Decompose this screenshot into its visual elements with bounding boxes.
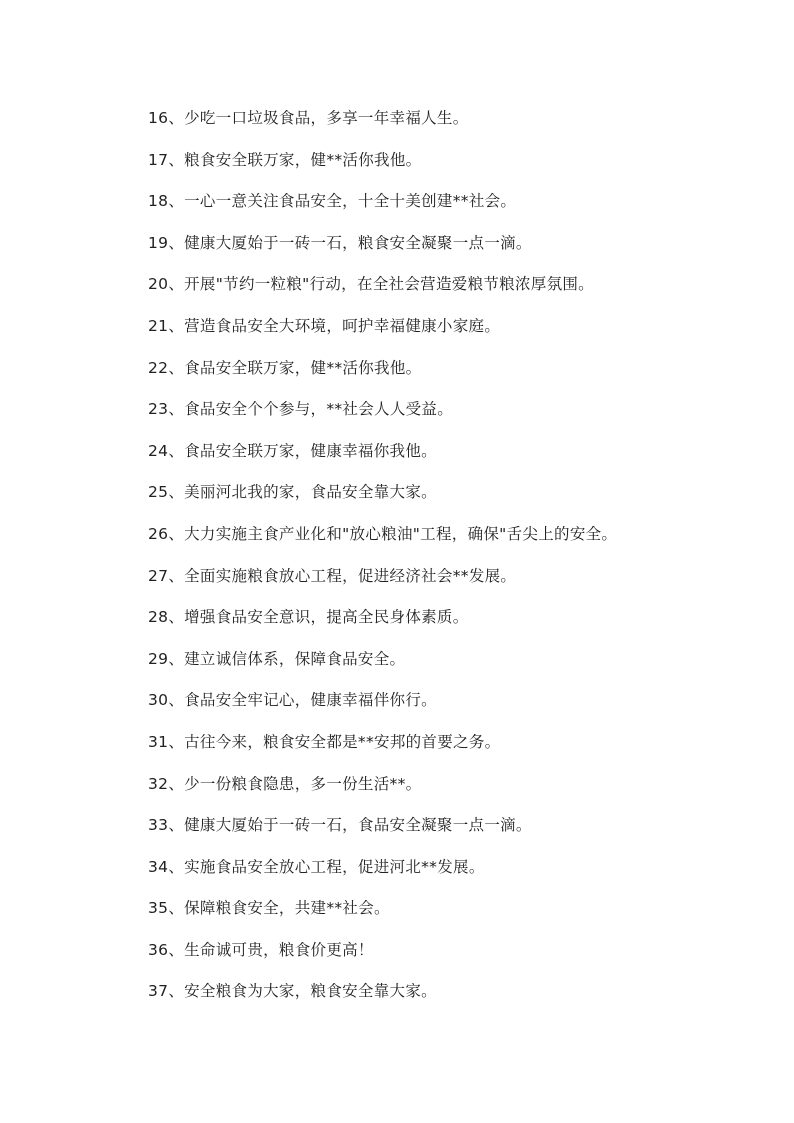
slogan-item: 19、健康大厦始于一砖一石，粮食安全凝聚一点一滴。 — [148, 233, 532, 252]
slogan-item: 18、一心一意关注食品安全，十全十美创建**社会。 — [148, 192, 517, 211]
slogan-item: 33、健康大厦始于一砖一石，食品安全凝聚一点一滴。 — [148, 816, 532, 835]
slogan-item: 28、增强食品安全意识，提高全民身体素质。 — [148, 608, 469, 627]
slogan-item: 32、少一份粮食隐患，多一份生活**。 — [148, 774, 422, 793]
slogan-item: 20、开展"节约一粒粮"行动，在全社会营造爱粮节粮浓厚氛围。 — [148, 275, 594, 294]
slogan-item: 16、少吃一口垃圾食品，多享一年幸福人生。 — [148, 109, 469, 127]
slogan-item: 30、食品安全牢记心，健康幸福伴你行。 — [148, 691, 437, 710]
slogan-item: 22、食品安全联万家，健**活你我他。 — [148, 358, 422, 377]
slogan-item: 26、大力实施主食产业化和"放心粮油"工程，确保"舌尖上的安全。 — [148, 524, 618, 543]
slogan-item: 27、全面实施粮食放心工程，促进经济社会**发展。 — [148, 566, 517, 585]
slogan-item: 17、粮食安全联万家，健**活你我他。 — [148, 150, 422, 169]
slogan-list — [148, 104, 617, 1019]
slogan-item: 23、食品安全个个参与，**社会人人受益。 — [148, 400, 454, 419]
slogan-item: 37、安全粮食为大家，粮食安全靠大家。 — [148, 982, 437, 1001]
slogan-item: 35、保障粮食安全，共建**社会。 — [148, 899, 390, 918]
slogan-item: 21、营造食品安全大环境，呵护幸福健康小家庭。 — [148, 316, 501, 335]
slogan-item: 29、建立诚信体系，保障食品安全。 — [148, 649, 406, 668]
slogan-item: 36、生命诚可贵，粮食价更高！ — [148, 940, 374, 959]
slogan-item: 31、古往今来，粮食安全都是**安邦的首要之务。 — [148, 732, 501, 751]
slogan-item: 24、食品安全联万家，健康幸福你我他。 — [148, 441, 437, 460]
slogan-item: 25、美丽河北我的家，食品安全靠大家。 — [148, 483, 437, 502]
slogan-item: 34、实施食品安全放心工程，促进河北**发展。 — [148, 857, 485, 876]
